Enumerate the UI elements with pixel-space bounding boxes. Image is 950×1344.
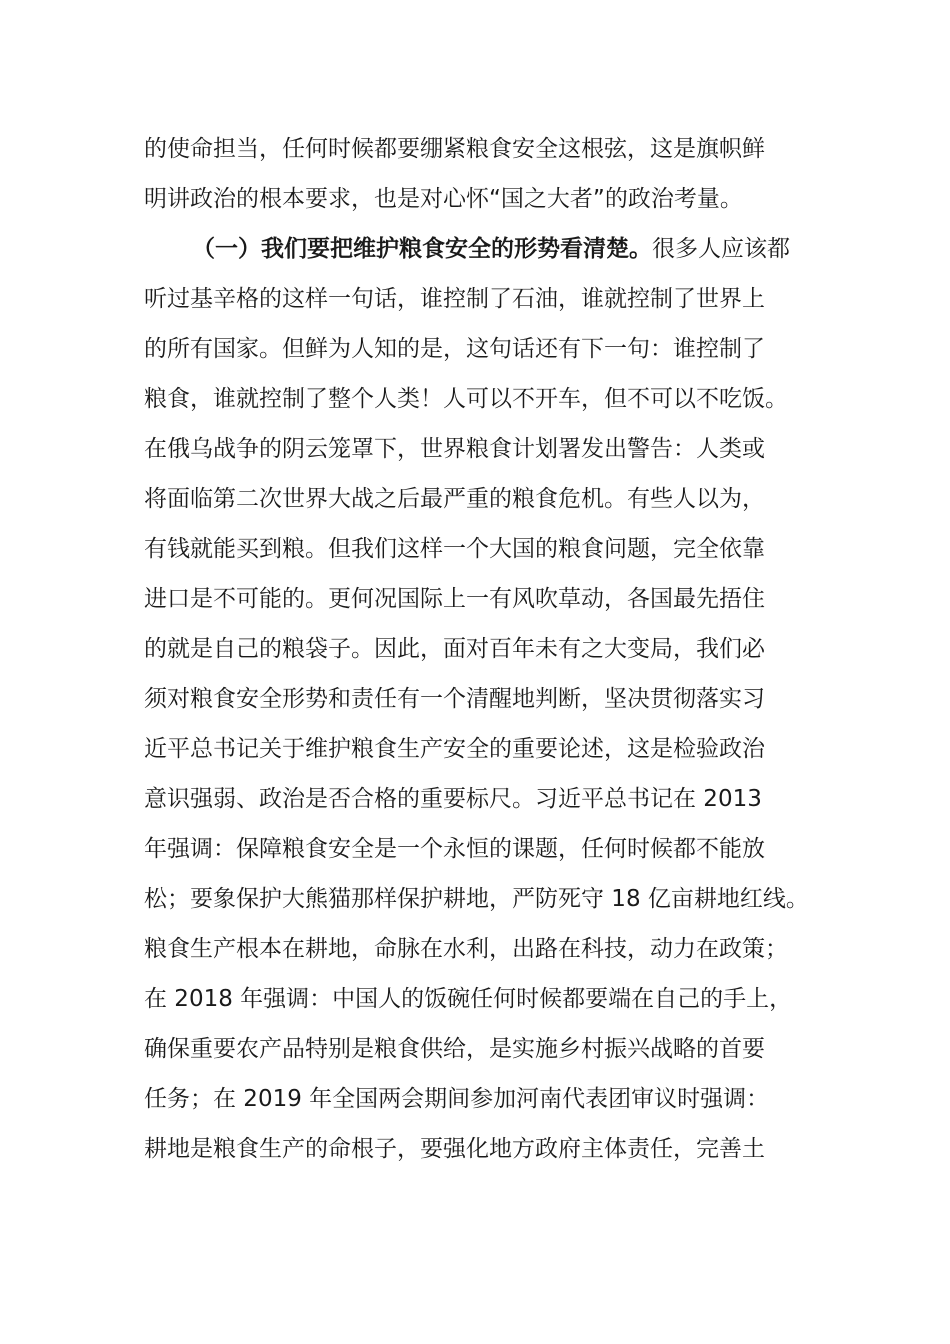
text-line: 年强调：保障粮食安全是一个永恒的课题，任何时候都不能放 [144,836,765,862]
text-line: 粮食，谁就控制了整个人类！人可以不开车，但不可以不吃饭。 [144,386,788,412]
text-line: 的所有国家。但鲜为人知的是，这句话还有下一句：谁控制了 [144,336,765,362]
text-line: 明讲政治的根本要求，也是对心怀“国之大者”的政治考量。 [144,186,743,212]
text-line: 听过基辛格的这样一句话，谁控制了石油，谁就控制了世界上 [144,286,765,312]
text-line: 的就是自己的粮袋子。因此，面对百年未有之大变局，我们必 [144,636,765,662]
text-line: 粮食生产根本在耕地，命脉在水利，出路在科技，动力在政策； [144,936,788,962]
text-line: 确保重要农产品特别是粮食供给，是实施乡村振兴战略的首要 [144,1036,765,1062]
text-line: 近平总书记关于维护粮食生产安全的重要论述，这是检验政治 [144,736,765,762]
text-line: 将面临第二次世界大战之后最严重的粮食危机。有些人以为， [144,486,765,512]
text-line: 须对粮食安全形势和责任有一个清醒地判断，坚决贯彻落实习 [144,686,765,712]
section-heading: （一）我们要把维护粮食安全的形势看清楚。 [192,236,652,262]
text-line: 意识强弱、政治是否合格的重要标尺。习近平总书记在 2013 [144,786,762,812]
text-line: 在俄乌战争的阴云笼罩下，世界粮食计划署发出警告：人类或 [144,436,765,462]
section-heading-line [144,224,834,274]
text-line: 有钱就能买到粮。但我们这样一个大国的粮食问题，完全依靠 [144,536,765,562]
text-line: 的使命担当，任何时候都要绷紧粮食安全这根弦，这是旗帜鲜 [144,136,765,162]
text-line: 进口是不可能的。更何况国际上一有风吹草动，各国最先捂住 [144,586,765,612]
text-line: 任务；在 2019 年全国两会期间参加河南代表团审议时强调： [144,1086,770,1112]
text-line: 在 2018 年强调：中国人的饭碗任何时候都要端在自己的手上， [144,986,793,1012]
body-text [144,124,834,1174]
text-line: 耕地是粮食生产的命根子，要强化地方政府主体责任，完善土 [144,1136,765,1162]
section-heading-continuation: 很多人应该都 [652,236,790,262]
text-line: 松；要象保护大熊猫那样保护耕地，严防死守 18 亿亩耕地红线。 [144,886,809,912]
